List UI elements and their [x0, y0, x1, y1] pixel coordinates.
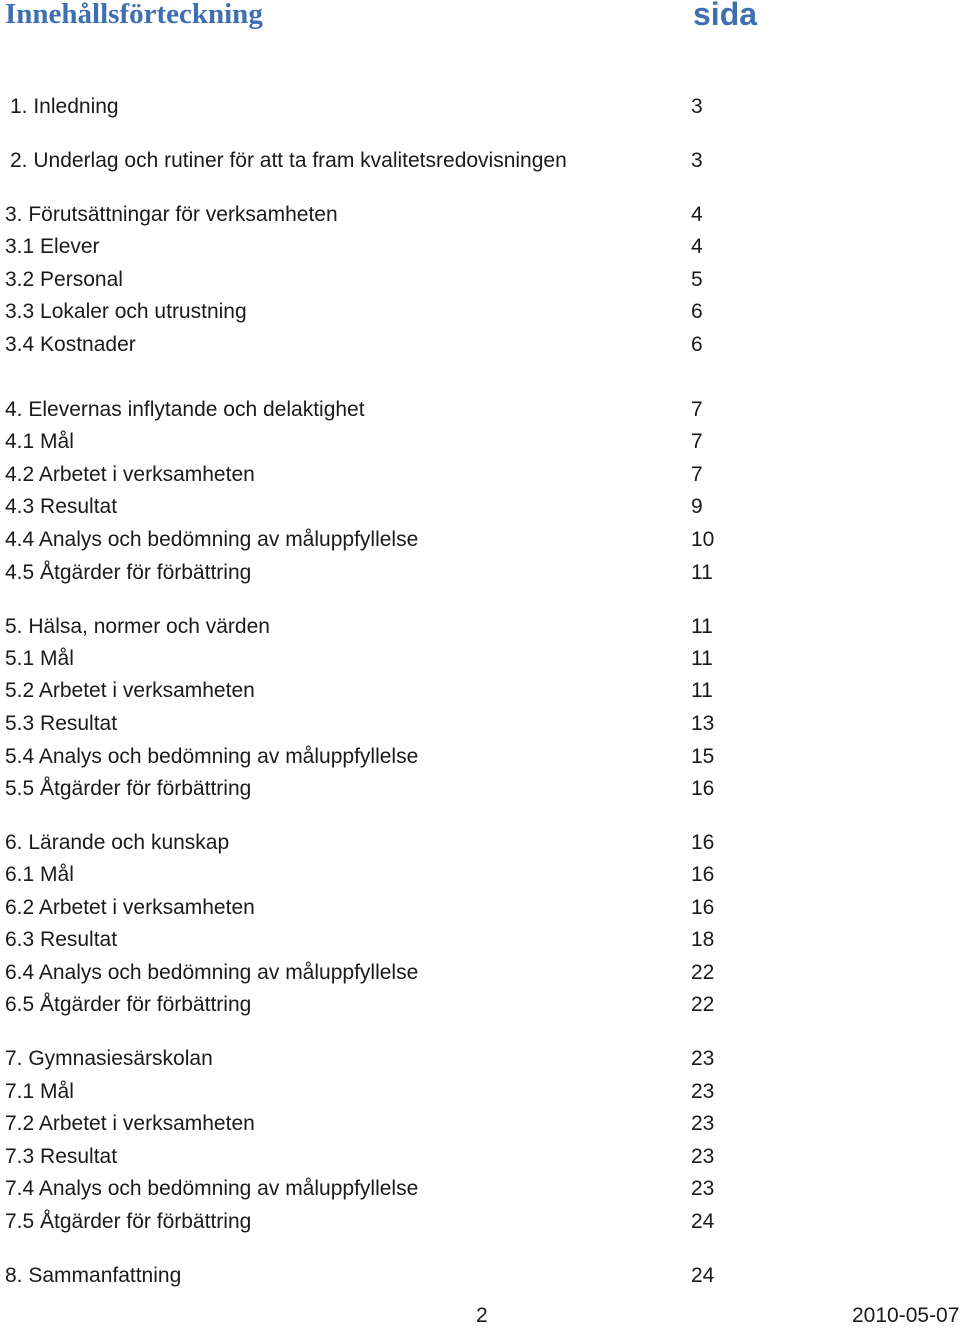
toc-page: 18	[691, 928, 715, 951]
toc-entry[interactable]	[0, 828, 760, 858]
toc-label: 6. Lärande och kunskap	[5, 831, 230, 854]
toc-entry[interactable]	[0, 395, 760, 425]
toc-label: 1. Inledning	[10, 95, 119, 118]
toc-page: 4	[691, 235, 703, 258]
toc-entry[interactable]	[0, 774, 760, 804]
toc-page: 6	[691, 333, 703, 356]
toc-entry[interactable]	[0, 92, 760, 122]
toc-label: 6.3 Resultat	[5, 928, 118, 951]
toc-page: 7	[691, 463, 703, 486]
toc-label: 3. Förutsättningar för verksamheten	[5, 203, 338, 226]
toc-label: 5.4 Analys och bedömning av måluppfyllelse	[5, 745, 419, 768]
toc-page: 24	[691, 1210, 715, 1233]
toc-page: 11	[691, 647, 713, 670]
toc-page: 24	[691, 1264, 715, 1287]
toc-label: 3.2 Personal	[5, 268, 123, 291]
toc-label: 7.4 Analys och bedömning av måluppfyllelse	[5, 1177, 419, 1200]
toc-label: 5.2 Arbetet i verksamheten	[5, 679, 255, 702]
toc-label: 7.2 Arbetet i verksamheten	[5, 1112, 255, 1135]
toc-page: 13	[691, 712, 715, 735]
footer-date: 2010-05-07	[852, 1304, 960, 1327]
toc-page: 3	[691, 95, 703, 118]
toc-entry[interactable]	[0, 612, 760, 642]
toc-entry[interactable]	[0, 644, 760, 674]
toc-entry[interactable]	[0, 492, 760, 522]
toc-page: 11	[691, 615, 713, 638]
toc-entry[interactable]	[0, 860, 760, 890]
footer-page-number: 2	[476, 1304, 488, 1327]
toc-entry[interactable]	[0, 925, 760, 955]
toc-entry[interactable]	[0, 742, 760, 772]
toc-page: 11	[691, 561, 713, 584]
page-column-heading: sida	[693, 0, 758, 32]
toc-label: 4. Elevernas inflytande och delaktighet	[5, 398, 365, 421]
toc-entry[interactable]	[0, 1261, 760, 1291]
toc-label: 7. Gymnasiesärskolan	[5, 1047, 213, 1070]
toc-entry[interactable]	[0, 676, 760, 706]
toc-entry[interactable]	[0, 1077, 760, 1107]
toc-label: 4.4 Analys och bedömning av måluppfyllelse	[5, 528, 419, 551]
toc-page: 23	[691, 1080, 715, 1103]
toc-page: 22	[691, 993, 715, 1016]
toc-label: 4.3 Resultat	[5, 495, 118, 518]
toc-page: 5	[691, 268, 703, 291]
toc-label: 3.4 Kostnader	[5, 333, 136, 356]
toc-entry[interactable]	[0, 558, 760, 588]
toc-entry[interactable]	[0, 709, 760, 739]
toc-page: 7	[691, 398, 703, 421]
toc-entry[interactable]	[0, 958, 760, 988]
toc-label: 5. Hälsa, normer och värden	[5, 615, 270, 638]
toc-entry[interactable]	[0, 265, 760, 295]
toc-page: 7	[691, 430, 703, 453]
toc-label: 7.5 Åtgärder för förbättring	[5, 1210, 252, 1233]
toc-label: 8. Sammanfattning	[5, 1264, 182, 1287]
toc-label: 2. Underlag och rutiner för att ta fram kvalitetsredovisningen	[10, 149, 567, 172]
toc-page: 15	[691, 745, 715, 768]
toc-entry[interactable]	[0, 1142, 760, 1172]
toc-entry[interactable]	[0, 990, 760, 1020]
toc-entry[interactable]	[0, 232, 760, 262]
toc-entry[interactable]	[0, 297, 760, 327]
toc-entry[interactable]	[0, 1044, 760, 1074]
toc-entry[interactable]	[0, 146, 760, 176]
toc-page: 16	[691, 863, 715, 886]
toc-label: 4.2 Arbetet i verksamheten	[5, 463, 255, 486]
toc-label: 4.1 Mål	[5, 430, 74, 453]
toc-label: 6.5 Åtgärder för förbättring	[5, 993, 252, 1016]
toc-page: 9	[691, 495, 703, 518]
toc-label: 7.1 Mål	[5, 1080, 74, 1103]
toc-page: 23	[691, 1177, 715, 1200]
toc-label: 5.3 Resultat	[5, 712, 118, 735]
toc-page: 16	[691, 831, 715, 854]
toc-entry[interactable]	[0, 525, 760, 555]
toc-label: 3.3 Lokaler och utrustning	[5, 300, 247, 323]
toc-page: 4	[691, 203, 703, 226]
toc-page: 10	[691, 528, 715, 551]
toc-label: 7.3 Resultat	[5, 1145, 118, 1168]
toc-label: 6.1 Mål	[5, 863, 74, 886]
toc-page: 23	[691, 1047, 715, 1070]
toc-entry[interactable]	[0, 1109, 760, 1139]
toc-page: 23	[691, 1112, 715, 1135]
toc-page: 11	[691, 679, 713, 702]
page-title: Innehållsförteckning	[5, 0, 263, 30]
toc-label: 6.2 Arbetet i verksamheten	[5, 896, 255, 919]
toc-label: 4.5 Åtgärder för förbättring	[5, 561, 252, 584]
toc-label: 5.1 Mål	[5, 647, 74, 670]
toc-page: 6	[691, 300, 703, 323]
toc-page: 16	[691, 777, 715, 800]
toc-entry[interactable]	[0, 893, 760, 923]
toc-page: 16	[691, 896, 715, 919]
toc-entry[interactable]	[0, 330, 760, 360]
toc-page: 23	[691, 1145, 715, 1168]
toc-label: 5.5 Åtgärder för förbättring	[5, 777, 252, 800]
toc-label: 3.1 Elever	[5, 235, 100, 258]
toc-entry[interactable]	[0, 1207, 760, 1237]
toc-entry[interactable]	[0, 200, 760, 230]
toc-entry[interactable]	[0, 460, 760, 490]
toc-entry[interactable]	[0, 1174, 760, 1204]
toc-entry[interactable]	[0, 427, 760, 457]
toc-page: 3	[691, 149, 703, 172]
toc-page: 22	[691, 961, 715, 984]
toc-label: 6.4 Analys och bedömning av måluppfyllelse	[5, 961, 419, 984]
